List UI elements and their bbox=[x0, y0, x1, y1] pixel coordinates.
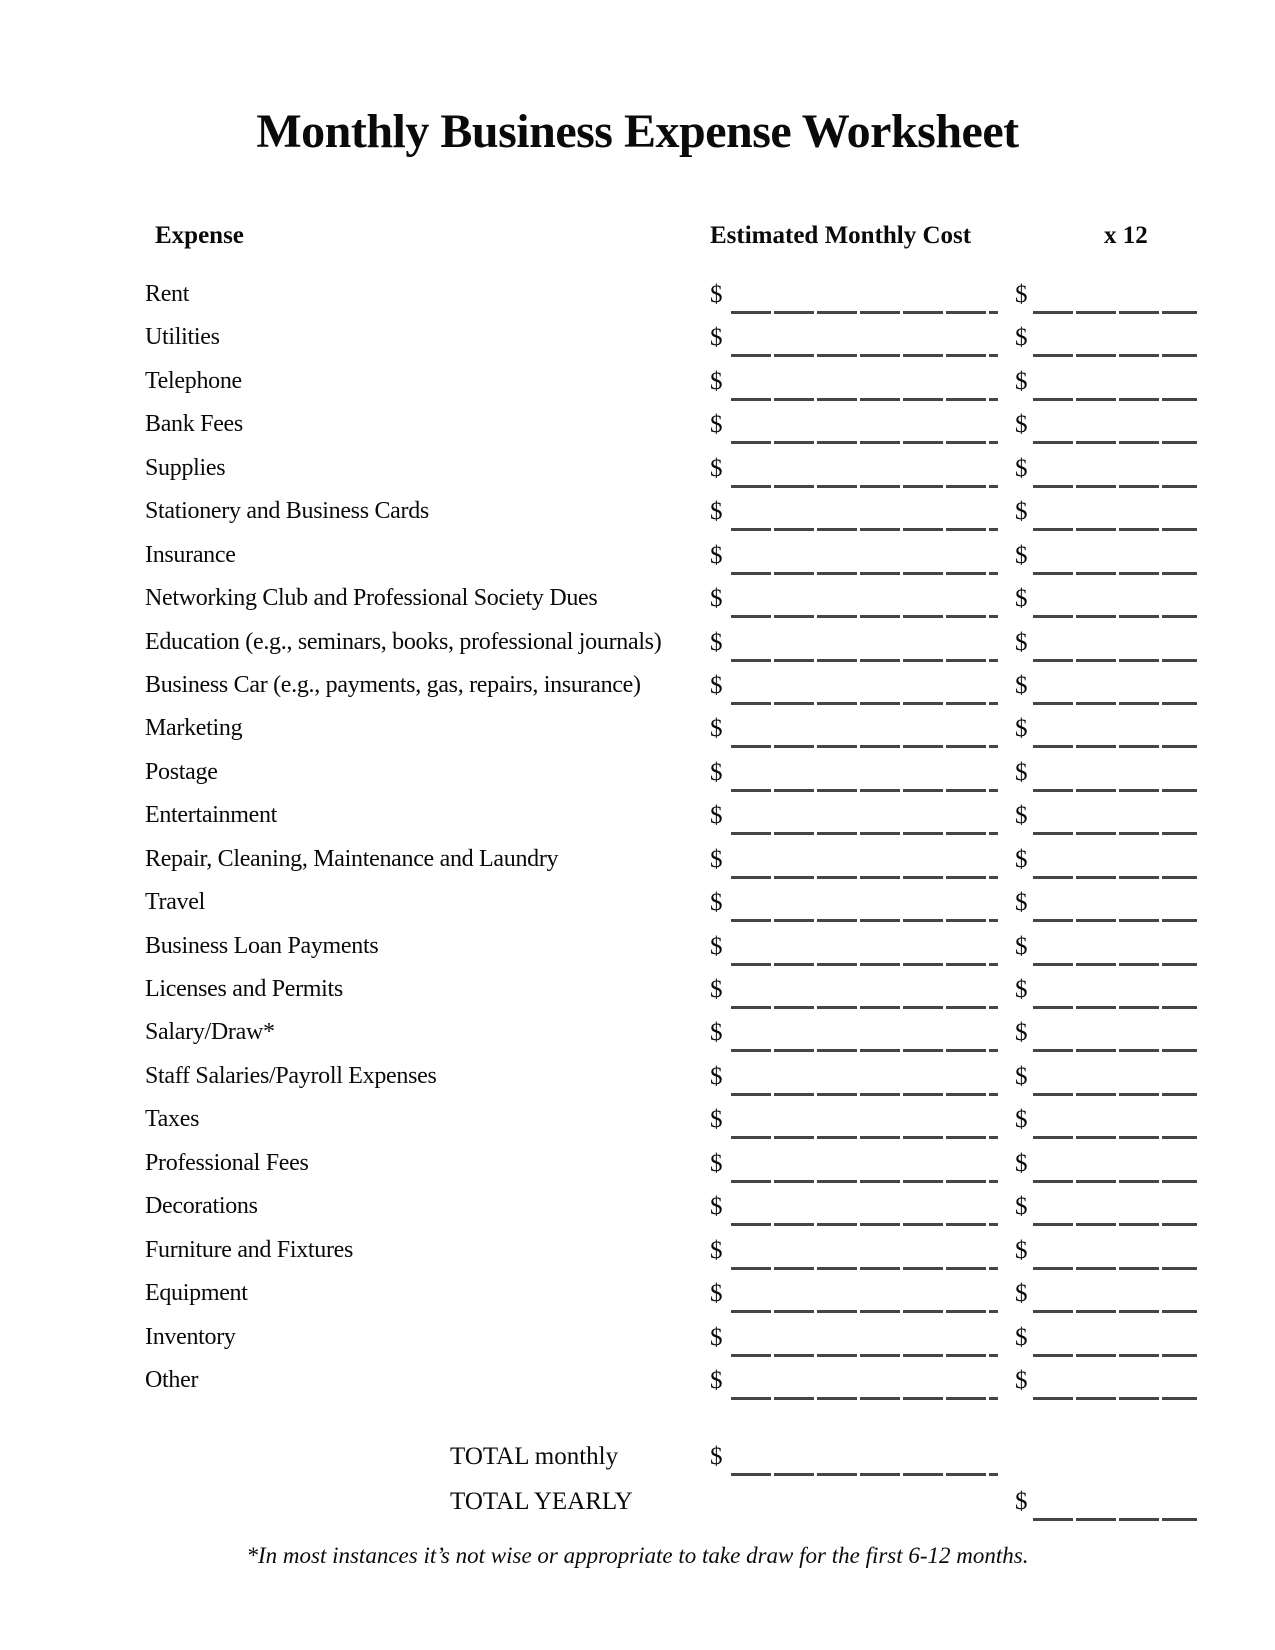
yearly-cost-field[interactable] bbox=[1033, 1105, 1197, 1139]
yearly-cost-field[interactable] bbox=[1033, 584, 1197, 618]
yearly-dollar-sign: $ bbox=[1015, 1149, 1028, 1177]
total-yearly-field[interactable] bbox=[1033, 1487, 1197, 1521]
yearly-dollar-sign: $ bbox=[1015, 541, 1028, 569]
expense-label: Other bbox=[145, 1366, 199, 1393]
monthly-cost-field[interactable] bbox=[731, 975, 998, 1009]
monthly-dollar-sign: $ bbox=[710, 1193, 723, 1221]
yearly-dollar-sign: $ bbox=[1015, 802, 1028, 830]
monthly-cost-field[interactable] bbox=[731, 1366, 998, 1400]
expense-label: Networking Club and Professional Society Dues bbox=[145, 585, 598, 612]
monthly-dollar-sign: $ bbox=[710, 1236, 723, 1264]
column-header-expense: Expense bbox=[155, 222, 244, 249]
page-title: Monthly Business Expense Worksheet bbox=[256, 105, 1019, 158]
expense-label: Bank Fees bbox=[145, 411, 243, 438]
yearly-dollar-sign: $ bbox=[1015, 976, 1028, 1003]
expense-row bbox=[0, 1269, 1275, 1312]
monthly-dollar-sign: $ bbox=[710, 411, 723, 439]
expense-row bbox=[0, 1052, 1275, 1095]
expense-label: Supplies bbox=[145, 454, 226, 481]
monthly-dollar-sign: $ bbox=[710, 1280, 723, 1308]
monthly-cost-field[interactable] bbox=[731, 628, 998, 662]
monthly-cost-field[interactable] bbox=[731, 280, 998, 314]
monthly-dollar-sign: $ bbox=[710, 1149, 723, 1177]
monthly-dollar-sign: $ bbox=[710, 454, 723, 482]
yearly-dollar-sign: $ bbox=[1015, 1106, 1028, 1134]
yearly-dollar-sign: $ bbox=[1015, 758, 1028, 786]
monthly-dollar-sign: $ bbox=[710, 1019, 723, 1047]
yearly-cost-field[interactable] bbox=[1033, 801, 1197, 835]
monthly-cost-field[interactable] bbox=[731, 410, 998, 444]
expense-label: Stationery and Business Cards bbox=[145, 498, 429, 525]
monthly-cost-field[interactable] bbox=[731, 1018, 998, 1052]
expense-label: Education (e.g., seminars, books, professional journals) bbox=[145, 628, 662, 655]
yearly-cost-field[interactable] bbox=[1033, 845, 1197, 879]
yearly-cost-field[interactable] bbox=[1033, 1323, 1197, 1357]
monthly-dollar-sign: $ bbox=[710, 932, 723, 960]
expense-label: Equipment bbox=[145, 1280, 248, 1307]
column-headers bbox=[0, 222, 1275, 256]
monthly-dollar-sign: $ bbox=[710, 628, 723, 656]
total-monthly-field[interactable] bbox=[731, 1442, 998, 1476]
yearly-dollar-sign: $ bbox=[1015, 715, 1028, 743]
expense-rows bbox=[0, 270, 1275, 1399]
expense-row bbox=[0, 1182, 1275, 1225]
expense-label: Licenses and Permits bbox=[145, 976, 343, 1002]
total-yearly-dollar-sign: $ bbox=[1015, 1488, 1028, 1515]
yearly-cost-field[interactable] bbox=[1033, 1062, 1197, 1096]
yearly-cost-field[interactable] bbox=[1033, 628, 1197, 662]
expense-row bbox=[0, 1139, 1275, 1182]
expense-label: Postage bbox=[145, 758, 218, 785]
yearly-dollar-sign: $ bbox=[1015, 367, 1028, 395]
expense-label: Marketing bbox=[145, 715, 243, 742]
yearly-dollar-sign: $ bbox=[1015, 281, 1028, 308]
monthly-cost-field[interactable] bbox=[731, 1149, 998, 1183]
expense-row bbox=[0, 1313, 1275, 1356]
yearly-cost-field[interactable] bbox=[1033, 888, 1197, 922]
expense-label: Insurance bbox=[145, 541, 236, 568]
yearly-cost-field[interactable] bbox=[1033, 1018, 1197, 1052]
expense-label: Repair, Cleaning, Maintenance and Laundry bbox=[145, 845, 559, 872]
expense-row bbox=[0, 791, 1275, 834]
yearly-dollar-sign: $ bbox=[1015, 1193, 1028, 1221]
expense-row bbox=[0, 1095, 1275, 1138]
expense-label: Rent bbox=[145, 281, 190, 307]
expense-row bbox=[0, 835, 1275, 878]
monthly-cost-field[interactable] bbox=[731, 714, 998, 748]
monthly-cost-field[interactable] bbox=[731, 1279, 998, 1313]
monthly-dollar-sign: $ bbox=[710, 324, 723, 352]
monthly-dollar-sign: $ bbox=[710, 585, 723, 613]
yearly-cost-field[interactable] bbox=[1033, 1192, 1197, 1226]
monthly-cost-field[interactable] bbox=[731, 1062, 998, 1096]
expense-row bbox=[0, 661, 1275, 704]
expense-row bbox=[0, 444, 1275, 487]
monthly-dollar-sign: $ bbox=[710, 671, 723, 699]
monthly-dollar-sign: $ bbox=[710, 758, 723, 786]
yearly-dollar-sign: $ bbox=[1015, 889, 1028, 917]
monthly-cost-field[interactable] bbox=[731, 323, 998, 357]
yearly-cost-field[interactable] bbox=[1033, 367, 1197, 401]
expense-row bbox=[0, 270, 1275, 313]
expense-label: Entertainment bbox=[145, 802, 278, 829]
expense-row bbox=[0, 357, 1275, 400]
expense-row bbox=[0, 618, 1275, 661]
yearly-cost-field[interactable] bbox=[1033, 497, 1197, 531]
yearly-dollar-sign: $ bbox=[1015, 1062, 1028, 1090]
expense-label: Furniture and Fixtures bbox=[145, 1236, 354, 1263]
expense-row bbox=[0, 965, 1275, 1008]
column-header-estimated-monthly-cost: Estimated Monthly Cost bbox=[710, 222, 972, 249]
total-yearly-label: TOTAL YEARLY bbox=[450, 1488, 633, 1515]
yearly-dollar-sign: $ bbox=[1015, 1323, 1028, 1351]
total-monthly-row bbox=[0, 1432, 1275, 1476]
monthly-dollar-sign: $ bbox=[710, 976, 723, 1003]
expense-row bbox=[0, 1008, 1275, 1051]
expense-label: Professional Fees bbox=[145, 1149, 309, 1176]
yearly-dollar-sign: $ bbox=[1015, 1280, 1028, 1308]
yearly-cost-field[interactable] bbox=[1033, 323, 1197, 357]
total-monthly-dollar-sign: $ bbox=[710, 1443, 723, 1470]
expense-label: Travel bbox=[145, 889, 205, 916]
total-monthly-label: TOTAL monthly bbox=[450, 1443, 619, 1470]
monthly-dollar-sign: $ bbox=[710, 498, 723, 526]
monthly-cost-field[interactable] bbox=[731, 584, 998, 618]
yearly-dollar-sign: $ bbox=[1015, 845, 1028, 873]
expense-label: Staff Salaries/Payroll Expenses bbox=[145, 1062, 437, 1089]
monthly-cost-field[interactable] bbox=[731, 845, 998, 879]
monthly-dollar-sign: $ bbox=[710, 1366, 723, 1394]
monthly-cost-field[interactable] bbox=[731, 497, 998, 531]
monthly-dollar-sign: $ bbox=[710, 541, 723, 569]
yearly-dollar-sign: $ bbox=[1015, 585, 1028, 613]
yearly-dollar-sign: $ bbox=[1015, 324, 1028, 352]
yearly-cost-field[interactable] bbox=[1033, 280, 1197, 314]
expense-row bbox=[0, 704, 1275, 747]
monthly-cost-field[interactable] bbox=[731, 758, 998, 792]
monthly-dollar-sign: $ bbox=[710, 1106, 723, 1134]
monthly-cost-field[interactable] bbox=[731, 541, 998, 575]
yearly-dollar-sign: $ bbox=[1015, 1236, 1028, 1264]
monthly-cost-field[interactable] bbox=[731, 367, 998, 401]
expense-label: Telephone bbox=[145, 367, 242, 394]
expense-row bbox=[0, 487, 1275, 530]
monthly-cost-field[interactable] bbox=[731, 932, 998, 966]
expense-row bbox=[0, 1356, 1275, 1399]
monthly-dollar-sign: $ bbox=[710, 889, 723, 917]
expense-label: Salary/Draw* bbox=[145, 1019, 275, 1046]
yearly-cost-field[interactable] bbox=[1033, 1236, 1197, 1270]
yearly-cost-field[interactable] bbox=[1033, 975, 1197, 1009]
yearly-dollar-sign: $ bbox=[1015, 411, 1028, 439]
expense-row bbox=[0, 313, 1275, 356]
monthly-dollar-sign: $ bbox=[710, 845, 723, 873]
monthly-dollar-sign: $ bbox=[710, 1062, 723, 1090]
salary-draw-footnote: *In most instances it’s not wise or appropriate to take draw for the first 6-12 months. bbox=[246, 1543, 1029, 1568]
expense-row bbox=[0, 1226, 1275, 1269]
yearly-dollar-sign: $ bbox=[1015, 498, 1028, 526]
monthly-cost-field[interactable] bbox=[731, 1192, 998, 1226]
monthly-dollar-sign: $ bbox=[710, 1323, 723, 1351]
yearly-cost-field[interactable] bbox=[1033, 714, 1197, 748]
monthly-cost-field[interactable] bbox=[731, 671, 998, 705]
expense-label: Business Loan Payments bbox=[145, 932, 379, 959]
monthly-cost-field[interactable] bbox=[731, 1323, 998, 1357]
monthly-cost-field[interactable] bbox=[731, 1105, 998, 1139]
expense-label: Decorations bbox=[145, 1193, 258, 1220]
yearly-cost-field[interactable] bbox=[1033, 1366, 1197, 1400]
monthly-cost-field[interactable] bbox=[731, 801, 998, 835]
expense-label: Business Car (e.g., payments, gas, repairs, insurance) bbox=[145, 671, 641, 698]
expense-row bbox=[0, 878, 1275, 921]
monthly-dollar-sign: $ bbox=[710, 715, 723, 743]
expense-row bbox=[0, 748, 1275, 791]
yearly-cost-field[interactable] bbox=[1033, 1149, 1197, 1183]
yearly-cost-field[interactable] bbox=[1033, 932, 1197, 966]
expense-row bbox=[0, 922, 1275, 965]
monthly-cost-field[interactable] bbox=[731, 454, 998, 488]
yearly-cost-field[interactable] bbox=[1033, 671, 1197, 705]
expense-label: Taxes bbox=[145, 1106, 200, 1133]
column-header-x12: x 12 bbox=[1104, 222, 1148, 249]
yearly-dollar-sign: $ bbox=[1015, 932, 1028, 960]
monthly-dollar-sign: $ bbox=[710, 802, 723, 830]
yearly-cost-field[interactable] bbox=[1033, 410, 1197, 444]
expense-label: Utilities bbox=[145, 324, 220, 351]
yearly-cost-field[interactable] bbox=[1033, 541, 1197, 575]
expense-row bbox=[0, 400, 1275, 443]
expense-row bbox=[0, 531, 1275, 574]
yearly-dollar-sign: $ bbox=[1015, 454, 1028, 482]
yearly-cost-field[interactable] bbox=[1033, 454, 1197, 488]
total-yearly-row bbox=[0, 1477, 1275, 1521]
yearly-dollar-sign: $ bbox=[1015, 671, 1028, 699]
yearly-cost-field[interactable] bbox=[1033, 758, 1197, 792]
yearly-cost-field[interactable] bbox=[1033, 1279, 1197, 1313]
yearly-dollar-sign: $ bbox=[1015, 628, 1028, 656]
yearly-dollar-sign: $ bbox=[1015, 1019, 1028, 1047]
monthly-cost-field[interactable] bbox=[731, 888, 998, 922]
monthly-cost-field[interactable] bbox=[731, 1236, 998, 1270]
monthly-dollar-sign: $ bbox=[710, 281, 723, 308]
expense-row bbox=[0, 574, 1275, 617]
monthly-dollar-sign: $ bbox=[710, 367, 723, 395]
yearly-dollar-sign: $ bbox=[1015, 1366, 1028, 1394]
expense-label: Inventory bbox=[145, 1323, 236, 1350]
